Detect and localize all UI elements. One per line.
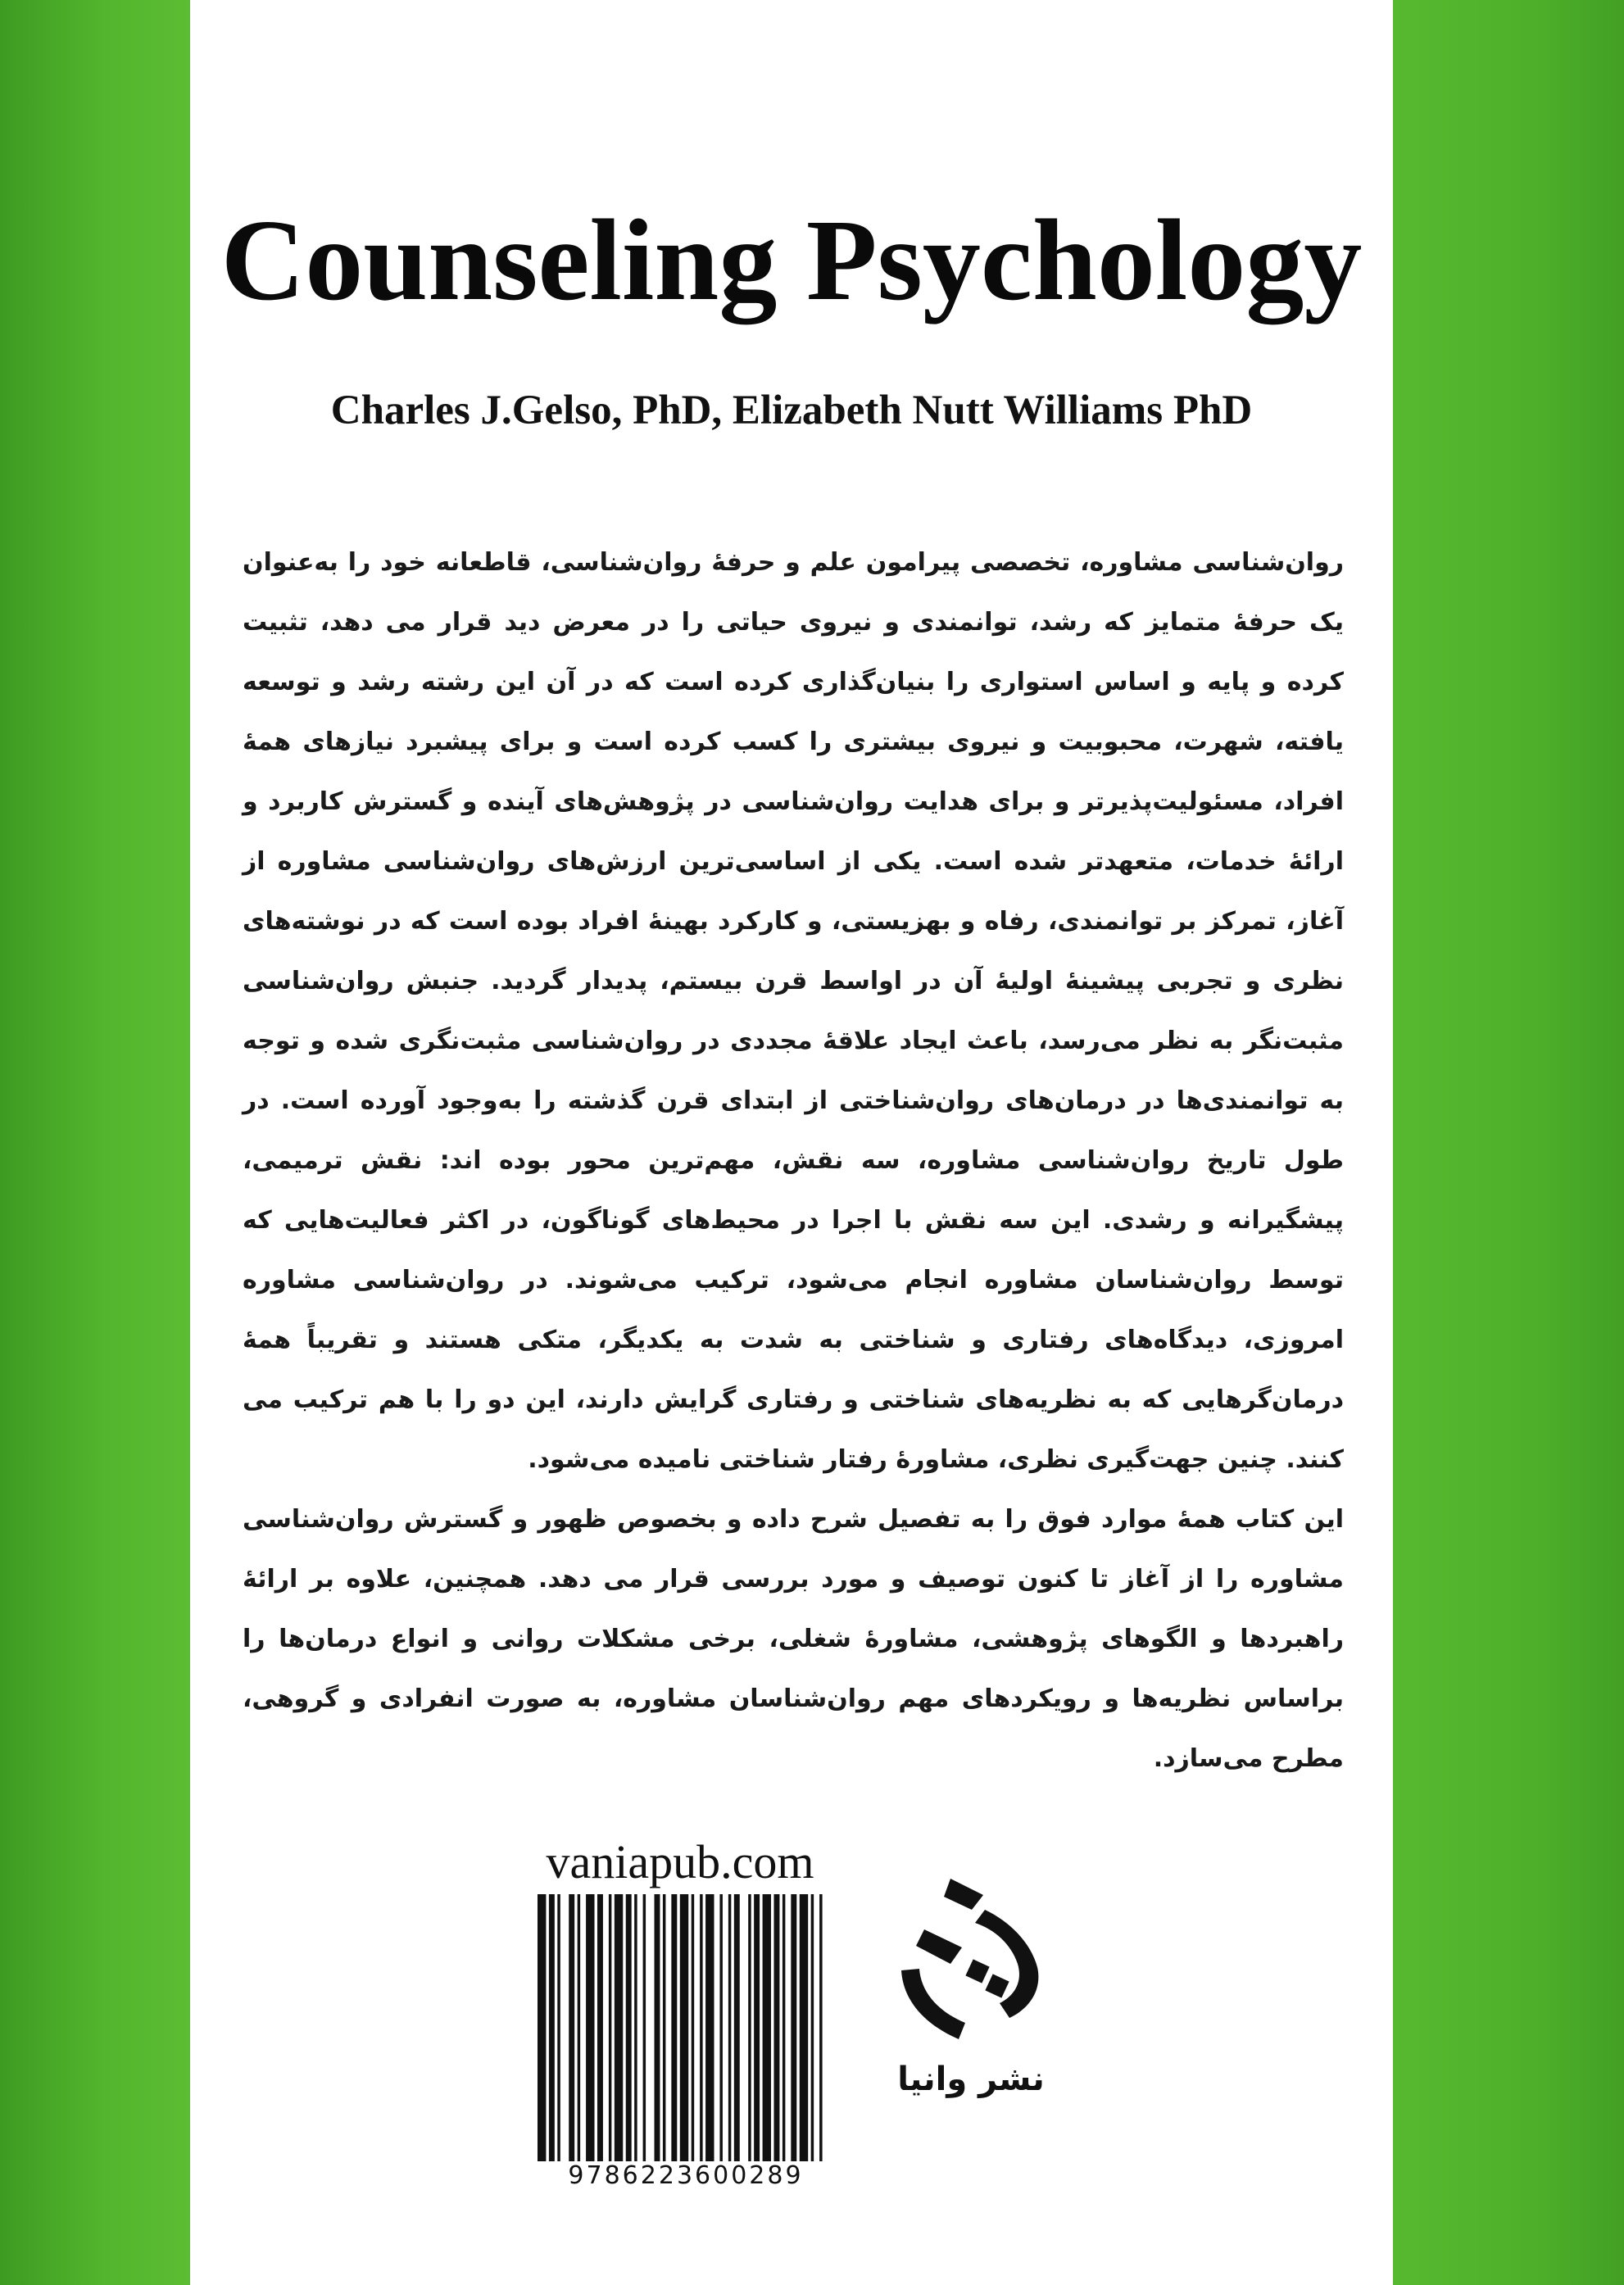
book-description — [243, 533, 1344, 1789]
isbn-barcode — [534, 1894, 834, 2161]
barcode-bar — [783, 1894, 785, 2161]
barcode-bar — [705, 1894, 714, 2161]
barcode-bar — [643, 1894, 646, 2161]
barcode-bar — [586, 1894, 594, 2161]
barcode-bar — [655, 1894, 660, 2161]
barcode-bar — [791, 1894, 796, 2161]
isbn-number: 9786223600289 — [568, 2161, 804, 2190]
barcode-bar — [800, 1894, 808, 2161]
barcode-bar — [671, 1894, 677, 2161]
barcode-bar — [728, 1894, 731, 2161]
barcode-bar — [819, 1894, 822, 2161]
description-paragraph: روان‌شناسی مشاوره، تخصصی پیرامون علم و حرفهٔ روان‌شناسی، قاطعانه خود را به‌عنوان یک حرفهٔ متمایز که رشد، توانمندی و نیروی حیاتی را در معرض دید قرار می دهد، تثبیت کرده و پایه و اساس استواری را بنیان‌گذاری کرده است که در آن این رشته رشد و توسعه یافته، شهرت، محبوبیت و نیروی بیشتری را کسب کرده است و برای پیشبرد نیازهای همهٔ افراد، مسئولیت‌پذیرتر و برای هدایت روان‌شناسی در پژوهش‌های آینده و گسترش کاربرد و ارائهٔ خدمات، متعهدتر شده است. یکی از اساسی‌ترین ارزش‌های روان‌شناسی مشاوره از آغاز، تمرکز بر توانمندی، رفاه و بهزیستی، و کارکرد بهینهٔ افراد بوده است که در نوشته‌های نظری و تجربی پیشینهٔ اولیهٔ آن در اواسط قرن بیستم، پدیدار گردید. جنبش روان‌شناسی مثبت‌نگر به نظر می‌رسد، باعث ایجاد علاقهٔ مجددی در روان‌شناسی مثبت‌نگری شده و توجه به توانمندی‌ها در درمان‌های روان‌شناختی از ابتدای قرن گذشته را به‌وجود آورده است. در طول تاریخ روان‌شناسی مشاوره، سه نقش، مهم‌ترین محور بوده اند: نقش ترمیمی، پیشگیرانه و رشدی. این سه نقش با اجرا در محیط‌های گوناگون، در اکثر فعالیت‌هایی که توسط روان‌شناسان مشاوره انجام می‌شود، ترکیب می‌شوند. در روان‌شناسی مشاوره امروزی، دیدگاه‌های رفتاری و شناختی به شدت به یکدیگر، متکی هستند و تقریباً همهٔ درمان‌گرهایی که به نظریه‌های شناختی و رفتاری گرایش دارند، این دو را با هم ترکیب می کنند. چنین جهت‌گیری نظری، مشاورهٔ رفتار شناختی نامیده می‌شود. — [243, 548, 1344, 1474]
book-authors: Charles J.Gelso, PhD, Elizabeth Nutt Williams PhD — [330, 388, 1253, 433]
barcode-bar — [700, 1894, 702, 2161]
barcode-bar — [538, 1894, 546, 2161]
barcode-bar — [615, 1894, 623, 2161]
barcode-bar — [719, 1894, 722, 2161]
barcode-bar — [634, 1894, 637, 2161]
vania-logo-icon — [887, 1872, 1060, 2044]
barcode-bar — [557, 1894, 560, 2161]
publisher-name: نشر وانیا — [897, 2061, 1045, 2098]
barcode-bar — [692, 1894, 694, 2161]
barcode-bar — [680, 1894, 688, 2161]
barcode-bar — [578, 1894, 580, 2161]
barcode-bar — [609, 1894, 611, 2161]
right-green-stripe — [1393, 0, 1624, 2285]
description-paragraph: این کتاب همهٔ موارد فوق را به تفصیل شرح داده و بخصوص ظهور و گسترش روان‌شناسی مشاوره را از آغاز تا کنون توصیف و مورد بررسی قرار می دهد. همچنین، علاوه بر ارائهٔ راهبردها و الگوهای پژوهشی، مشاورهٔ شغلی، برخی مشکلات روانی و انواع درمان‌ها را براساس نظریه‌ها و رویکردهای مهم روان‌شناسان مشاوره، به صورت انفرادی و گروهی، مطرح می‌سازد. — [243, 1505, 1344, 1773]
barcode-bar — [811, 1894, 814, 2161]
barcode-bar — [663, 1894, 665, 2161]
barcode-bar — [626, 1894, 632, 2161]
barcode-bar — [734, 1894, 740, 2161]
barcode-bar — [763, 1894, 771, 2161]
publisher-website: vaniapub.com — [546, 1835, 814, 1888]
book-title: Counseling Psychology — [220, 195, 1363, 324]
barcode-bar — [754, 1894, 760, 2161]
barcode-bar — [597, 1894, 603, 2161]
left-green-stripe — [0, 0, 190, 2285]
barcode-bar — [773, 1894, 779, 2161]
barcode-bar — [549, 1894, 555, 2161]
barcode-bar — [748, 1894, 751, 2161]
barcode-bar — [569, 1894, 574, 2161]
